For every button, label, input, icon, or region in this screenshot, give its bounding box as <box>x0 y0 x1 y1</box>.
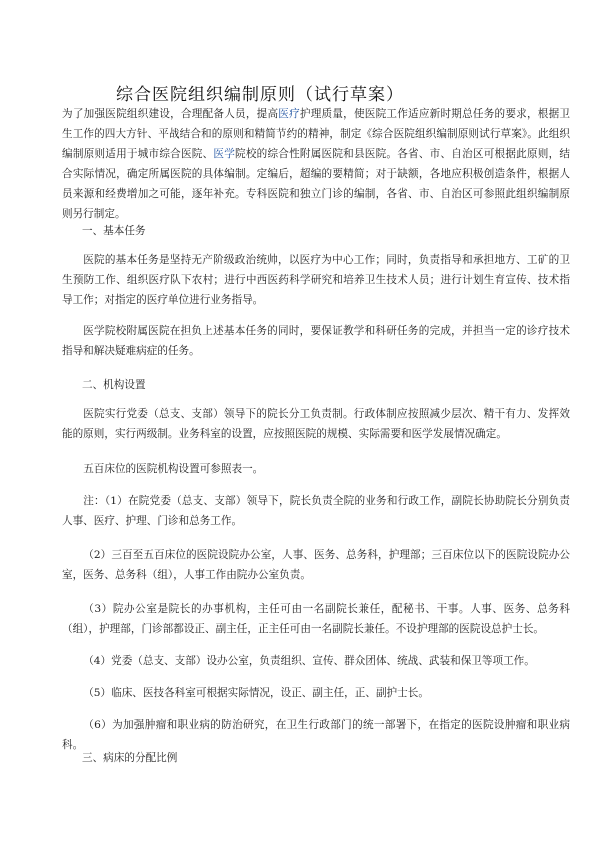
intro-paragraph <box>62 104 570 224</box>
link-yiliao[interactable]: 医疗 <box>278 108 300 120</box>
link-yixue[interactable]: 医学 <box>213 148 236 160</box>
section1-heading: 一、基本任务 <box>82 225 146 237</box>
section2-heading: 二、机构设置 <box>82 379 146 391</box>
intro-text-2: 护理质量，使医院工作适应新时期总任务的要求，根据卫生工作的四大方针、平战结合和的原则和精简节约的精神，制定《综合医院组织编制原则试行草案》。此组织编制原则适用于城市综合医院、 <box>62 108 571 160</box>
section1-paragraph-1: 医院的基本任务是坚持无产阶级政治统帅，以医疗为中心工作；同时，负责指导和承担地方、工矿的卫生预防工作、组织医疗队下农村；进行中西医药科学研究和培养卫生技术人员；进行计划生育宣传、技术指导工作；对指定的医疗单位进行业务指导。 <box>62 254 570 306</box>
section2-note-6: （6）为加强肿瘤和职业病的防治研究，在卫生行政部门的统一部署下，在指定的医院设肿瘤和职业病科。 <box>62 719 570 751</box>
section2-paragraph-2: 五百床位的医院机构设置可参照表一。 <box>83 463 264 475</box>
intro-text-1: 为了加强医院组织建设，合理配备人员，提高 <box>62 108 279 120</box>
section1-paragraph-2: 医学院校附属医院在担负上述基本任务的同时，要保证教学和科研任务的完成，并担当一定的诊疗技术指导和解决疑难病症的任务。 <box>62 325 570 357</box>
section2-note-5: （5）临床、医技各科室可根据实际情况，设正、副主任，正、副护士长。 <box>83 687 429 699</box>
document-title: 综合医院组织编制原则（试行草案） <box>116 85 404 105</box>
section2-note-4: （4）党委（总支、支部）设办公室，负责组织、宣传、群众团体、统战、武装和保卫等项工作。 <box>83 655 535 667</box>
section2-note-1: 注：（1）在院党委（总支、支部）领导下，院长负责全院的业务和行政工作，副院长协助院长分别负责人事、医疗、护理、门诊和总务工作。 <box>62 495 570 527</box>
section3-heading: 三、病床的分配比例 <box>82 752 178 764</box>
section2-note-2: （2）三百至五百床位的医院设院办公室，人事、医务、总务科，护理部；三百床位以下的医院设院办公室，医务、总务科（组），人事工作由院办公室负责。 <box>62 549 570 581</box>
section2-paragraph-1: 医院实行党委（总支、支部）领导下的院长分工负责制。行政体制应按照减少层次、精干有力、发挥效能的原则，实行两级制。业务科室的设置，应按照医院的规模、实际需要和医学发展情况确定。 <box>62 408 570 440</box>
section2-note-3: （3）院办公室是院长的办事机构，主任可由一名副院长兼任，配秘书、干事。人事、医务、总务科（组），护理部，门诊部都设正、副主任，正主任可由一名副院长兼任。不设护理部的医院设总护士长。 <box>62 603 570 635</box>
intro-text-3: 院校的综合性附属医院和县医院。各省、市、自治区可根据此原则，结合实际情况，确定所属医院的具体编制。定编后，超编的要精简；对于缺额，各地应积极创造条件，根据人员来源和经费增加之可能，逐年补充。专科医院和独立门诊的编制，各省、市、自治区可参照此组织编制原则另行制定。 <box>62 148 571 220</box>
